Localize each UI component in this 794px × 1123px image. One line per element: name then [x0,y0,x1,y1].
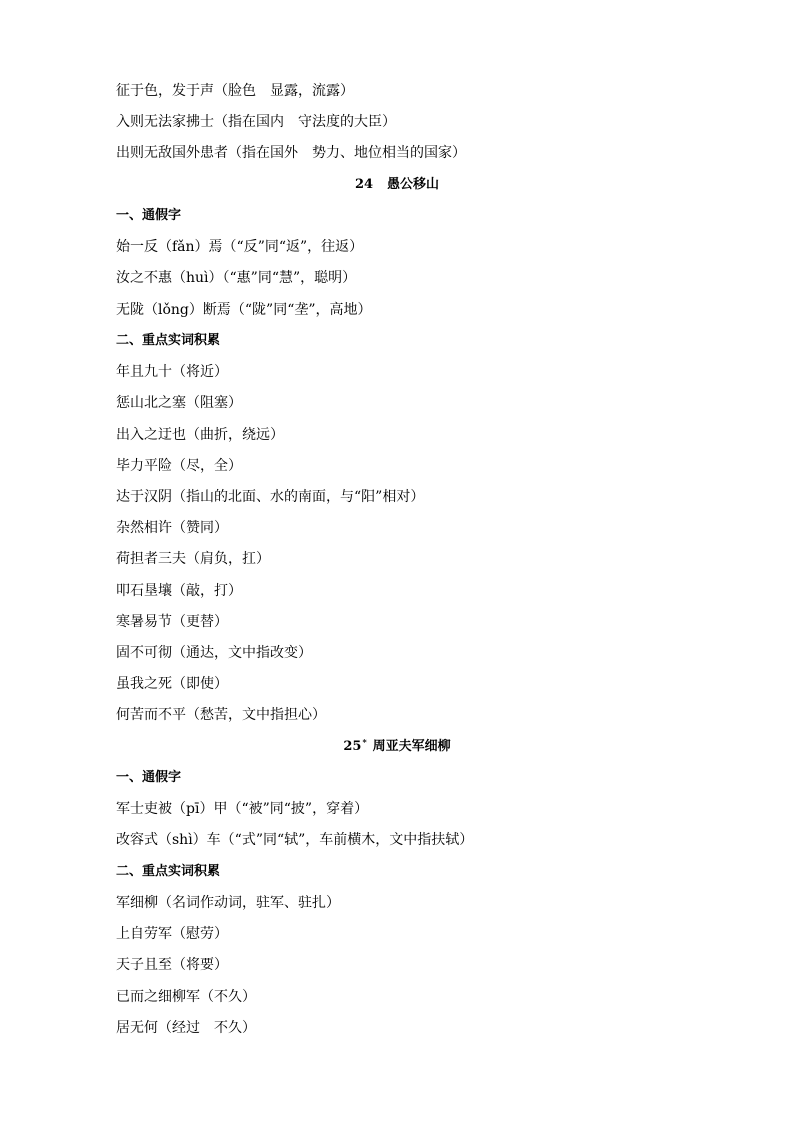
text-line: 征于色，发于声（脸色 显露，流露） [116,83,354,99]
section-heading: 一、通假字 [116,208,182,223]
list-item: 汝之不惠（huì）（“惠”同“慧”，聪明） [116,270,357,286]
list-item: 始一反（fǎn）焉（“反”同“返”，往返） [116,239,364,255]
list-item: 荷担者三夫（肩负，扛） [116,551,270,567]
list-item: 年且九十（将近） [116,364,228,380]
list-item: 毕力平险（尽，全） [116,458,242,474]
list-item: 固不可彻（通达，文中指改变） [116,645,312,661]
section-heading: 二、重点实词积累 [116,333,221,348]
lesson-24-title [0,175,794,195]
list-item: 居无何（经过 不久） [116,1020,256,1036]
list-item: 寒暑易节（更替） [116,614,228,630]
list-item: 军士吏被（pī）甲（“被”同“披”，穿着） [116,801,369,817]
list-item: 杂然相许（赞同） [116,520,228,536]
list-item: 惩山北之塞（阻塞） [116,395,242,411]
list-item: 已而之细柳军（不久） [116,989,256,1005]
section-heading: 二、重点实词积累 [116,864,221,879]
lesson-title-text: 周亚夫军细柳 [372,739,451,754]
text-line: 入则无法家拂士（指在国内 守法度的大臣） [116,114,396,130]
list-item: 叩石垦壤（敲，打） [116,583,242,599]
list-item: 上自劳军（慰劳） [116,926,228,942]
list-item: 军细柳（名词作动词，驻军、驻扎） [116,895,340,911]
lesson-title-text: 愚公移山 [387,177,440,192]
lesson-25-title [0,737,794,757]
section-heading: 一、通假字 [116,770,182,785]
optional-lesson-marker: * [362,736,367,747]
list-item: 达于汉阴（指山的北面、水的南面，与“阳”相对） [116,489,425,505]
lesson-number: 24 [354,177,374,192]
list-item: 虽我之死（即使） [116,676,228,692]
list-item: 无陇（lǒng）断焉（“陇”同“垄”，高地） [116,302,372,318]
list-item: 改容式（shì）车（“式”同“轼”，车前横木，文中指扶轼） [116,832,474,848]
list-item: 天子且至（将要） [116,957,228,973]
list-item: 出入之迂也（曲折，绕远） [116,427,284,443]
list-item: 何苦而不平（愁苦，文中指担心） [116,707,326,723]
lesson-number: 25 [343,739,362,754]
text-line: 出则无敌国外患者（指在国外 势力、地位相当的国家） [116,145,466,161]
